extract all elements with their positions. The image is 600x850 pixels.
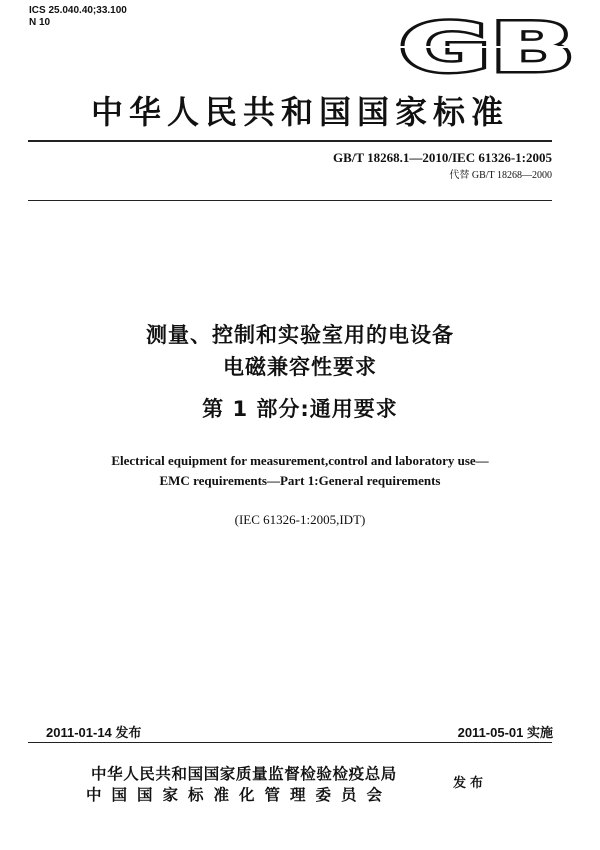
ccs-code: N 10 [29, 17, 51, 28]
title-cn-line2: 电磁兼容性要求 [223, 355, 377, 379]
title-cn-line1: 测量、控制和实验室用的电设备 [146, 323, 454, 347]
standard-number: GB/T 18268.1—2010/IEC 61326-1:2005 [333, 150, 552, 165]
implement-date: 2011-05-01 实施 [457, 725, 553, 740]
issue-label: 发布 [453, 776, 488, 791]
ics-code: ICS 25.040.40;33.100 [29, 5, 127, 16]
supersedes-note: 代替 GB/T 18268—2000 [449, 170, 552, 181]
footer-divider [28, 742, 552, 743]
title-cn-line3: 第 1 部分:通用要求 [202, 397, 398, 421]
publish-date: 2011-01-14 发布 [46, 725, 142, 740]
gb-logo-text: GB [399, 17, 575, 77]
title-en-line1: Electrical equipment for measurement,control and laboratory use— [111, 453, 489, 468]
equivalence-note: (IEC 61326-1:2005,IDT) [234, 512, 366, 527]
classification-codes [29, 5, 127, 29]
number-divider [28, 200, 552, 201]
title-en-line2: EMC requirements—Part 1:General requirements [159, 473, 441, 488]
gb-logo [396, 17, 578, 77]
issuer-sac: 中国国家标准化管理委员会 [86, 786, 393, 804]
issuer-aqsiq: 中华人民共和国国家质量监督检验检疫总局 [91, 765, 397, 783]
header-divider [28, 140, 552, 142]
standard-name: 中华人民共和国国家标准 [90, 93, 509, 131]
